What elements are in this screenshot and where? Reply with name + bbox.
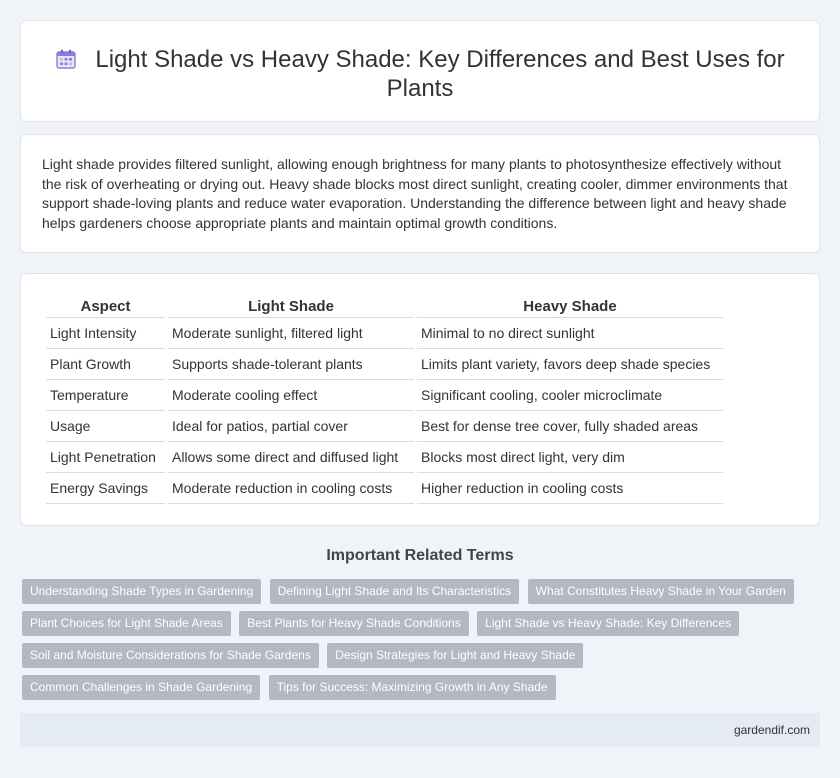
header-light-shade: Light Shade bbox=[168, 296, 414, 318]
table-row bbox=[46, 411, 723, 442]
related-tag[interactable]: Light Shade vs Heavy Shade: Key Differences bbox=[477, 611, 739, 636]
comparison-card bbox=[20, 273, 820, 526]
table-row bbox=[46, 442, 723, 473]
cell-heavy: Best for dense tree cover, fully shaded areas bbox=[417, 411, 723, 442]
related-tag[interactable]: Design Strategies for Light and Heavy Shade bbox=[327, 643, 583, 668]
footer-bar bbox=[20, 713, 820, 747]
cell-light: Ideal for patios, partial cover bbox=[168, 411, 414, 442]
header-heavy-shade: Heavy Shade bbox=[417, 296, 723, 318]
cell-heavy: Blocks most direct light, very dim bbox=[417, 442, 723, 473]
table-row bbox=[46, 318, 723, 349]
table-row bbox=[46, 473, 723, 504]
cell-aspect: Plant Growth bbox=[46, 349, 165, 380]
comparison-table bbox=[43, 296, 726, 504]
page-title bbox=[51, 45, 789, 103]
cell-heavy: Higher reduction in cooling costs bbox=[417, 473, 723, 504]
related-tag[interactable]: Soil and Moisture Considerations for Shade Gardens bbox=[22, 643, 319, 668]
cell-heavy: Limits plant variety, favors deep shade species bbox=[417, 349, 723, 380]
related-tag[interactable]: Tips for Success: Maximizing Growth in Any Shade bbox=[269, 675, 556, 700]
header-aspect: Aspect bbox=[46, 296, 165, 318]
calendar-icon bbox=[55, 48, 77, 70]
related-tag[interactable]: Best Plants for Heavy Shade Conditions bbox=[239, 611, 468, 636]
cell-light: Moderate cooling effect bbox=[168, 380, 414, 411]
footer-site-name[interactable]: gardendif.com bbox=[733, 723, 810, 737]
header-card bbox=[20, 20, 820, 122]
related-tag[interactable]: Common Challenges in Shade Gardening bbox=[22, 675, 260, 700]
related-terms-tags bbox=[22, 579, 822, 707]
intro-paragraph: Light shade provides filtered sunlight, allowing enough brightness for many plants to photosynthesize effectively without the risk of overheating or drying out. Heavy shade blocks most direct sunlight, creating cooler, dimmer environments that support shade-loving plants and reduce water evaporation. Understanding the difference between light and heavy shade helps gardeners choose appropriate plants and maintain optimal growth conditions. bbox=[42, 156, 788, 231]
cell-aspect: Temperature bbox=[46, 380, 165, 411]
intro-card bbox=[20, 134, 820, 253]
related-terms-heading: Important Related Terms bbox=[326, 547, 514, 564]
related-tag[interactable]: What Constitutes Heavy Shade in Your Garden bbox=[528, 579, 794, 604]
cell-heavy: Minimal to no direct sunlight bbox=[417, 318, 723, 349]
page-title-text: Light Shade vs Heavy Shade: Key Differences and Best Uses for Plants bbox=[95, 46, 785, 102]
cell-aspect: Energy Savings bbox=[46, 473, 165, 504]
related-tag[interactable]: Plant Choices for Light Shade Areas bbox=[22, 611, 231, 636]
cell-aspect: Light Penetration bbox=[46, 442, 165, 473]
cell-aspect: Light Intensity bbox=[46, 318, 165, 349]
cell-light: Supports shade-tolerant plants bbox=[168, 349, 414, 380]
title-wrap bbox=[21, 45, 819, 103]
cell-light: Allows some direct and diffused light bbox=[168, 442, 414, 473]
cell-light: Moderate reduction in cooling costs bbox=[168, 473, 414, 504]
related-tag[interactable]: Defining Light Shade and Its Characteristics bbox=[270, 579, 519, 604]
related-tag[interactable]: Understanding Shade Types in Gardening bbox=[22, 579, 261, 604]
table-row bbox=[46, 349, 723, 380]
cell-heavy: Significant cooling, cooler microclimate bbox=[417, 380, 723, 411]
table-row bbox=[46, 380, 723, 411]
table-header-row bbox=[46, 296, 723, 318]
cell-light: Moderate sunlight, filtered light bbox=[168, 318, 414, 349]
cell-aspect: Usage bbox=[46, 411, 165, 442]
